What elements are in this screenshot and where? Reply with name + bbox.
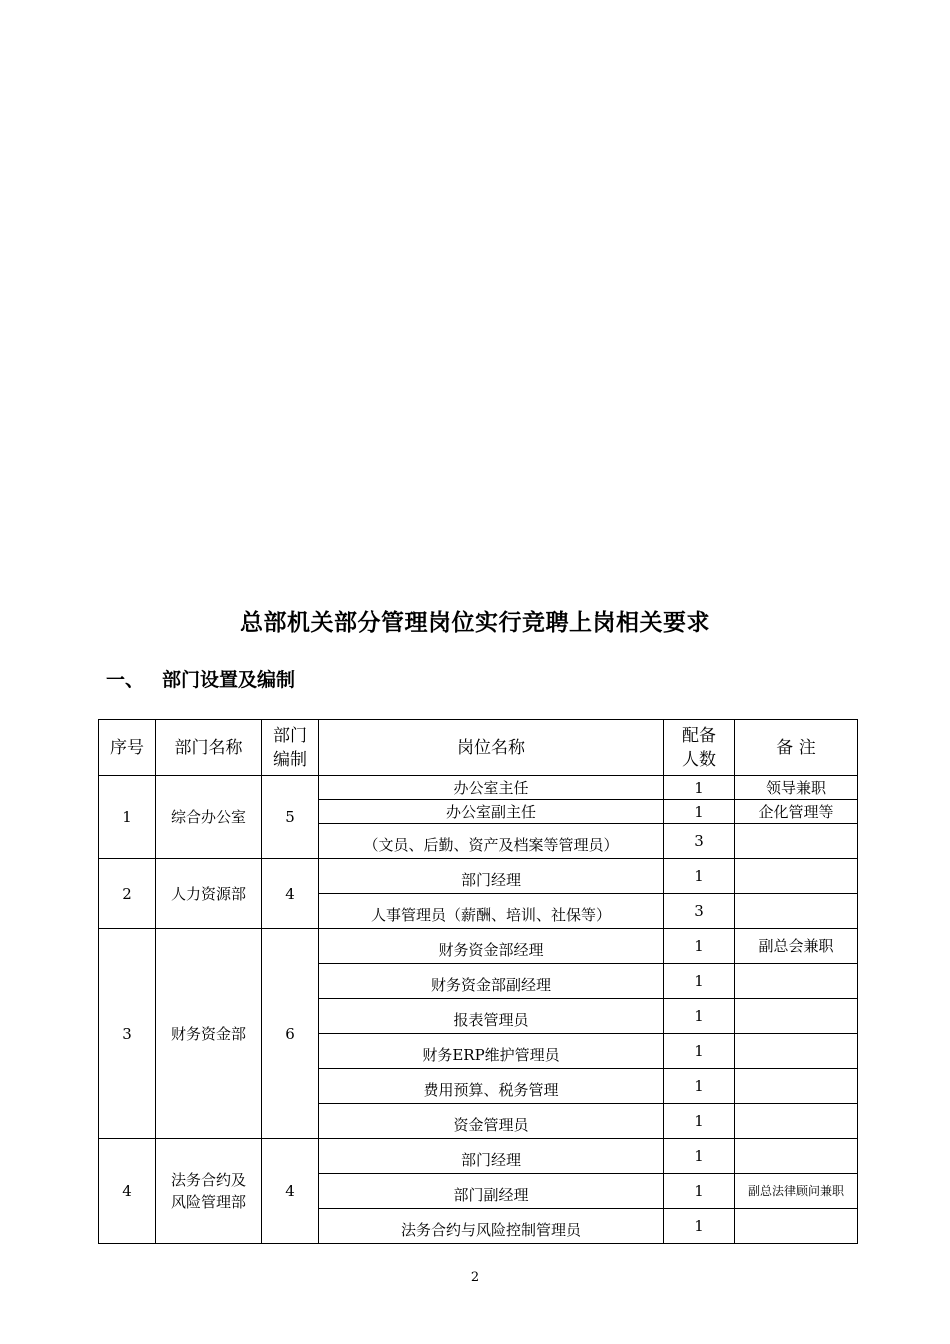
post-note (735, 824, 858, 859)
post-count: 1 (664, 1069, 735, 1104)
document-title: 总部机关部分管理岗位实行竞聘上岗相关要求 (240, 610, 710, 636)
dept-seq: 3 (99, 929, 156, 1139)
post-note (735, 859, 858, 894)
section-heading (106, 665, 295, 692)
post-name: 财务资金部经理 (319, 929, 664, 964)
header-seq: 序号 (99, 720, 156, 776)
post-count: 1 (664, 859, 735, 894)
dept-name: 综合办公室 (156, 776, 262, 859)
post-name: 部门副经理 (319, 1174, 664, 1209)
dept-quota: 4 (262, 1139, 319, 1244)
post-name: 办公室主任 (319, 776, 664, 800)
dept-seq: 2 (99, 859, 156, 929)
dept-seq: 1 (99, 776, 156, 859)
post-name: 人事管理员（薪酬、培训、社保等） (319, 894, 664, 929)
post-name: （文员、后勤、资产及档案等管理员） (319, 824, 664, 859)
section-title: 部门设置及编制 (162, 669, 296, 691)
post-count: 3 (664, 824, 735, 859)
post-count: 1 (664, 800, 735, 824)
post-count: 1 (664, 1174, 735, 1209)
header-count: 配备 人数 (664, 720, 735, 776)
header-note: 备 注 (735, 720, 858, 776)
post-count: 1 (664, 1034, 735, 1069)
post-count: 1 (664, 1209, 735, 1244)
post-name: 报表管理员 (319, 999, 664, 1034)
post-name: 费用预算、税务管理 (319, 1069, 664, 1104)
post-note: 副总法律顾问兼职 (735, 1174, 858, 1209)
table-row (99, 929, 858, 964)
post-count: 1 (664, 929, 735, 964)
table-row (99, 859, 858, 894)
post-name: 部门经理 (319, 859, 664, 894)
dept-name: 法务合约及 风险管理部 (156, 1139, 262, 1244)
post-note (735, 894, 858, 929)
dept-seq: 4 (99, 1139, 156, 1244)
dept-quota: 6 (262, 929, 319, 1139)
post-count: 1 (664, 776, 735, 800)
post-note: 企化管理等 (735, 800, 858, 824)
dept-quota: 4 (262, 859, 319, 929)
table-header-row (99, 720, 858, 776)
table-row (99, 1139, 858, 1174)
post-note (735, 1034, 858, 1069)
post-note: 副总会兼职 (735, 929, 858, 964)
post-note (735, 1069, 858, 1104)
post-count: 1 (664, 964, 735, 999)
page-number: 2 (470, 1270, 480, 1285)
section-number: 一、 (106, 669, 145, 691)
dept-name: 人力资源部 (156, 859, 262, 929)
dept-name: 财务资金部 (156, 929, 262, 1139)
post-note (735, 1209, 858, 1244)
post-name: 财务资金部副经理 (319, 964, 664, 999)
post-name: 部门经理 (319, 1139, 664, 1174)
dept-quota: 5 (262, 776, 319, 859)
post-note (735, 964, 858, 999)
post-note: 领导兼职 (735, 776, 858, 800)
post-name: 资金管理员 (319, 1104, 664, 1139)
post-name: 办公室副主任 (319, 800, 664, 824)
department-staffing-table (98, 719, 858, 1244)
post-count: 1 (664, 1139, 735, 1174)
post-note (735, 999, 858, 1034)
post-note (735, 1139, 858, 1174)
post-count: 3 (664, 894, 735, 929)
post-note (735, 1104, 858, 1139)
post-name: 财务ERP维护管理员 (319, 1034, 664, 1069)
post-count: 1 (664, 1104, 735, 1139)
header-quota: 部门 编制 (262, 720, 319, 776)
post-count: 1 (664, 999, 735, 1034)
header-post: 岗位名称 (319, 720, 664, 776)
table-row (99, 776, 858, 800)
header-dept: 部门名称 (156, 720, 262, 776)
post-name: 法务合约与风险控制管理员 (319, 1209, 664, 1244)
